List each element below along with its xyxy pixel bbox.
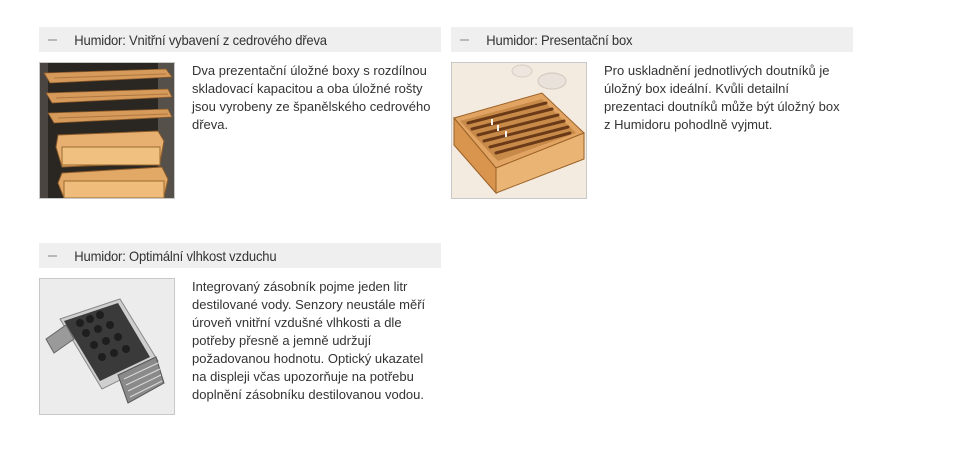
minus-icon[interactable]: [451, 27, 477, 52]
feature-description: Pro uskladnění jednotlivých doutníků je úložný box ideální. Kvůli detailní prezentaci doutníků může být úložný box z Humidoru pohodlně vyjmut.: [604, 63, 840, 132]
feature-cedar-interior: [39, 27, 441, 199]
minus-icon[interactable]: [39, 243, 65, 268]
feature-title: Humidor: Vnitřní vybavení z cedrového dřeva: [74, 31, 327, 48]
feature-header[interactable]: [451, 27, 853, 52]
feature-description: Dva prezentační úložné boxy s rozdílnou skladovací kapacitou a oba úložné rošty jsou vyrobeny ze španělského cedrového dřeva.: [192, 63, 431, 132]
water-reservoir-image: [39, 278, 175, 415]
feature-title: Humidor: Presentační box: [486, 31, 633, 48]
feature-humidity: [39, 243, 441, 415]
presentation-box-image: [451, 62, 587, 199]
feature-body: [39, 278, 441, 415]
feature-header[interactable]: [39, 243, 441, 268]
feature-title: Humidor: Optimální vlhkost vzduchu: [74, 247, 277, 264]
cedar-drawers-image: [39, 62, 175, 199]
feature-body: [39, 62, 441, 199]
feature-presentation-box: [451, 27, 853, 199]
feature-header[interactable]: [39, 27, 441, 52]
feature-body: [451, 62, 853, 199]
minus-icon[interactable]: [39, 27, 65, 52]
feature-description: Integrovaný zásobník pojme jeden litr destilované vody. Senzory neustále měří úroveň vnitřní vzdušné vlhkosti a dle potřeby přesně a jemně udržují požadovanou hodnotu. Optický ukazatel na displeji včas upozorňuje na potřebu doplnění zásobníku destilovanou vodou.: [192, 279, 426, 402]
